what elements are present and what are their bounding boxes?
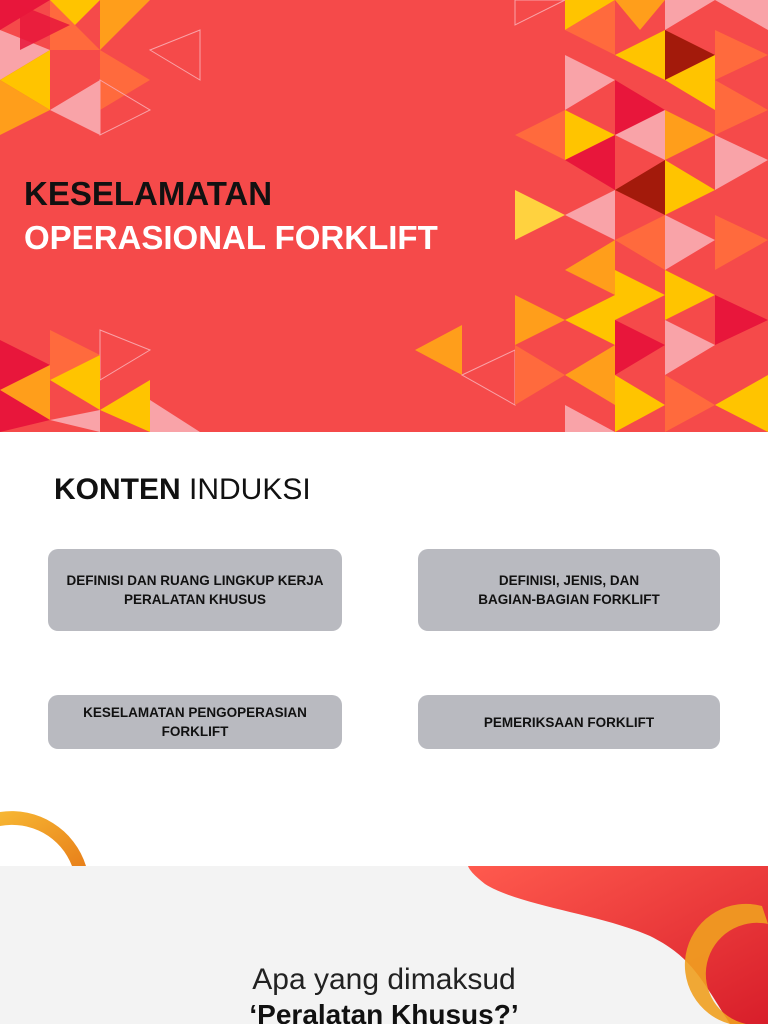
question-line-1: Apa yang dimaksud <box>252 963 516 996</box>
title-block <box>24 174 438 262</box>
contents-heading <box>54 472 311 508</box>
content-card-1-line-1: DEFINISI DAN RUANG LINGKUP KERJA <box>66 573 324 588</box>
question-line-2: ‘Peralatan Khusus?’ <box>249 999 519 1024</box>
title-slide <box>0 0 768 432</box>
content-card-3-label: KESELAMATAN PENGOPERASIAN FORKLIFT <box>83 705 307 739</box>
contents-slide <box>0 432 768 866</box>
contents-heading-bold: KONTEN <box>54 473 181 506</box>
contents-heading-light: INDUKSI <box>189 473 311 506</box>
content-card-1[interactable] <box>48 549 342 631</box>
title-line-1: KESELAMATAN <box>24 175 273 212</box>
decorative-arc <box>0 800 100 866</box>
content-card-4[interactable] <box>418 695 720 749</box>
title-line-2: OPERASIONAL FORKLIFT <box>24 219 438 256</box>
content-card-4-label: PEMERIKSAAN FORKLIFT <box>483 714 655 730</box>
content-card-2-line-2: BAGIAN-BAGIAN FORKLIFT <box>478 592 660 607</box>
content-card-3[interactable] <box>48 695 342 749</box>
content-card-1-line-2: PERALATAN KHUSUS <box>123 592 266 607</box>
content-card-2[interactable] <box>418 549 720 631</box>
content-card-2-line-1: DEFINISI, JENIS, DAN <box>498 573 640 588</box>
question-slide <box>0 866 768 1024</box>
